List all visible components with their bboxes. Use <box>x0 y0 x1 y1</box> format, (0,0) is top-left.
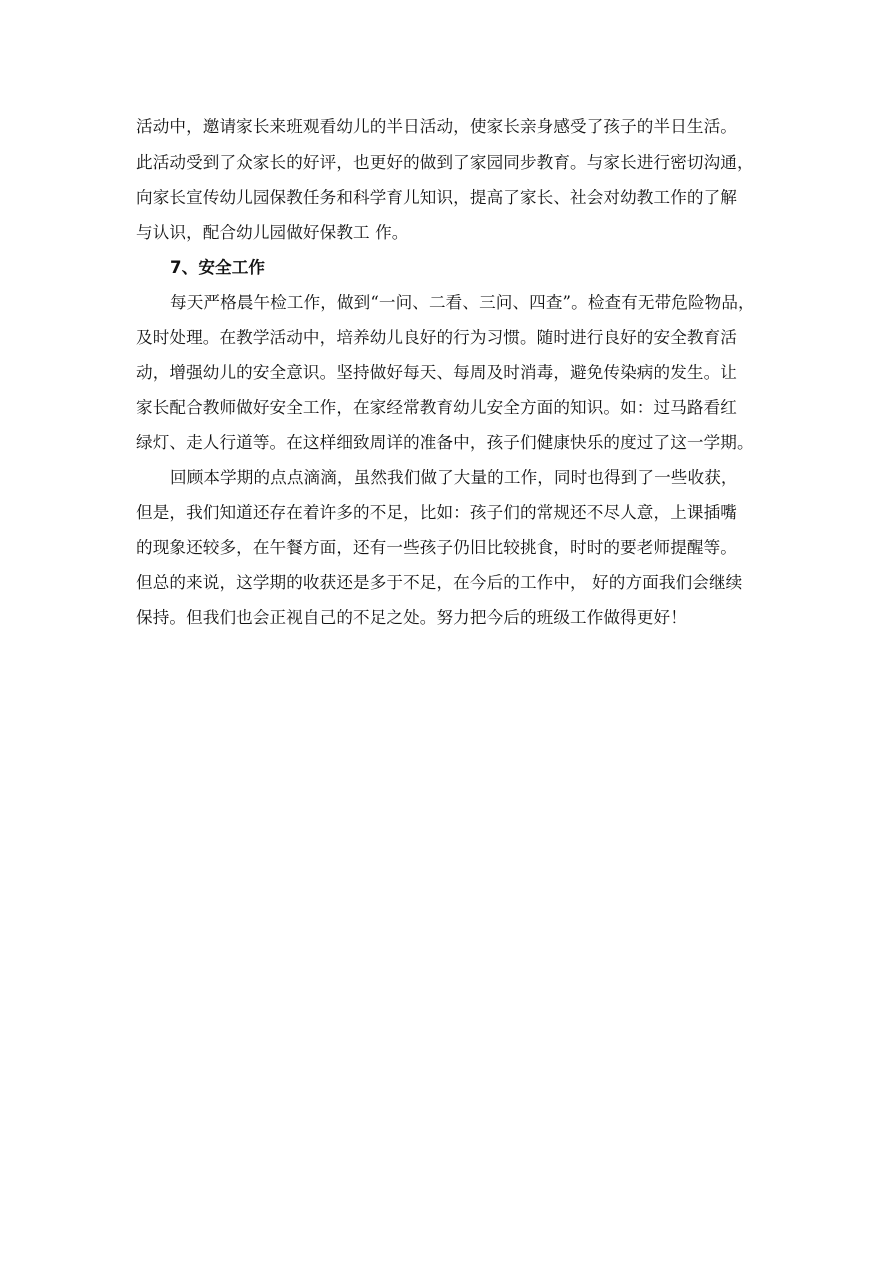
paragraph-line: 绿灯、走人行道等。在这样细致周详的准备中，孩子们健康快乐的度过了这一学期。 <box>136 433 754 452</box>
paragraph-line: 回顾本学期的点点滴滴，虽然我们做了大量的工作，同时也得到了一些收获， <box>170 468 738 487</box>
paragraph-line: 及时处理。在教学活动中，培养幼儿良好的行为习惯。随时进行良好的安全教育活 <box>136 328 737 347</box>
paragraph-line: 此活动受到了众家长的好评，也更好的做到了家园同步教育。与家长进行密切沟通， <box>136 153 754 172</box>
paragraph-line: 家长配合教师做好安全工作，在家经常教育幼儿安全方面的知识。如：过马路看红 <box>136 398 737 417</box>
paragraph-line: 的现象还较多，在午餐方面，还有一些孩子仍旧比较挑食，时时的要老师提醒等。 <box>136 538 737 557</box>
paragraph-line: 与认识，配合幼儿园做好保教工 作。 <box>136 223 409 242</box>
paragraph-line: 向家长宣传幼儿园保教任务和科学育儿知识，提高了家长、社会对幼教工作的了解 <box>136 188 737 207</box>
paragraph-line: 每天严格晨午检工作，做到“一问、二看、三问、四查”。检查有无带危险物品， <box>170 293 755 312</box>
paragraph-line: 活动中，邀请家长来班观看幼儿的半日活动，使家长亲身感受了孩子的半日生活。 <box>136 117 737 136</box>
paragraph-line: 保持。但我们也会正视自己的不足之处。努力把今后的班级工作做得更好！ <box>136 608 687 627</box>
paragraph-line: 但是，我们知道还存在着许多的不足，比如：孩子们的常规还不尽人意，上课插嘴 <box>136 503 737 522</box>
section-heading: 7、安全工作 <box>170 258 266 277</box>
paragraph-line: 动，增强幼儿的安全意识。坚持做好每天、每周及时消毒，避免传染病的发生。让 <box>136 363 737 382</box>
paragraph-line: 但总的来说，这学期的收获还是多于不足，在今后的工作中， 好的方面我们会继续 <box>136 573 743 592</box>
